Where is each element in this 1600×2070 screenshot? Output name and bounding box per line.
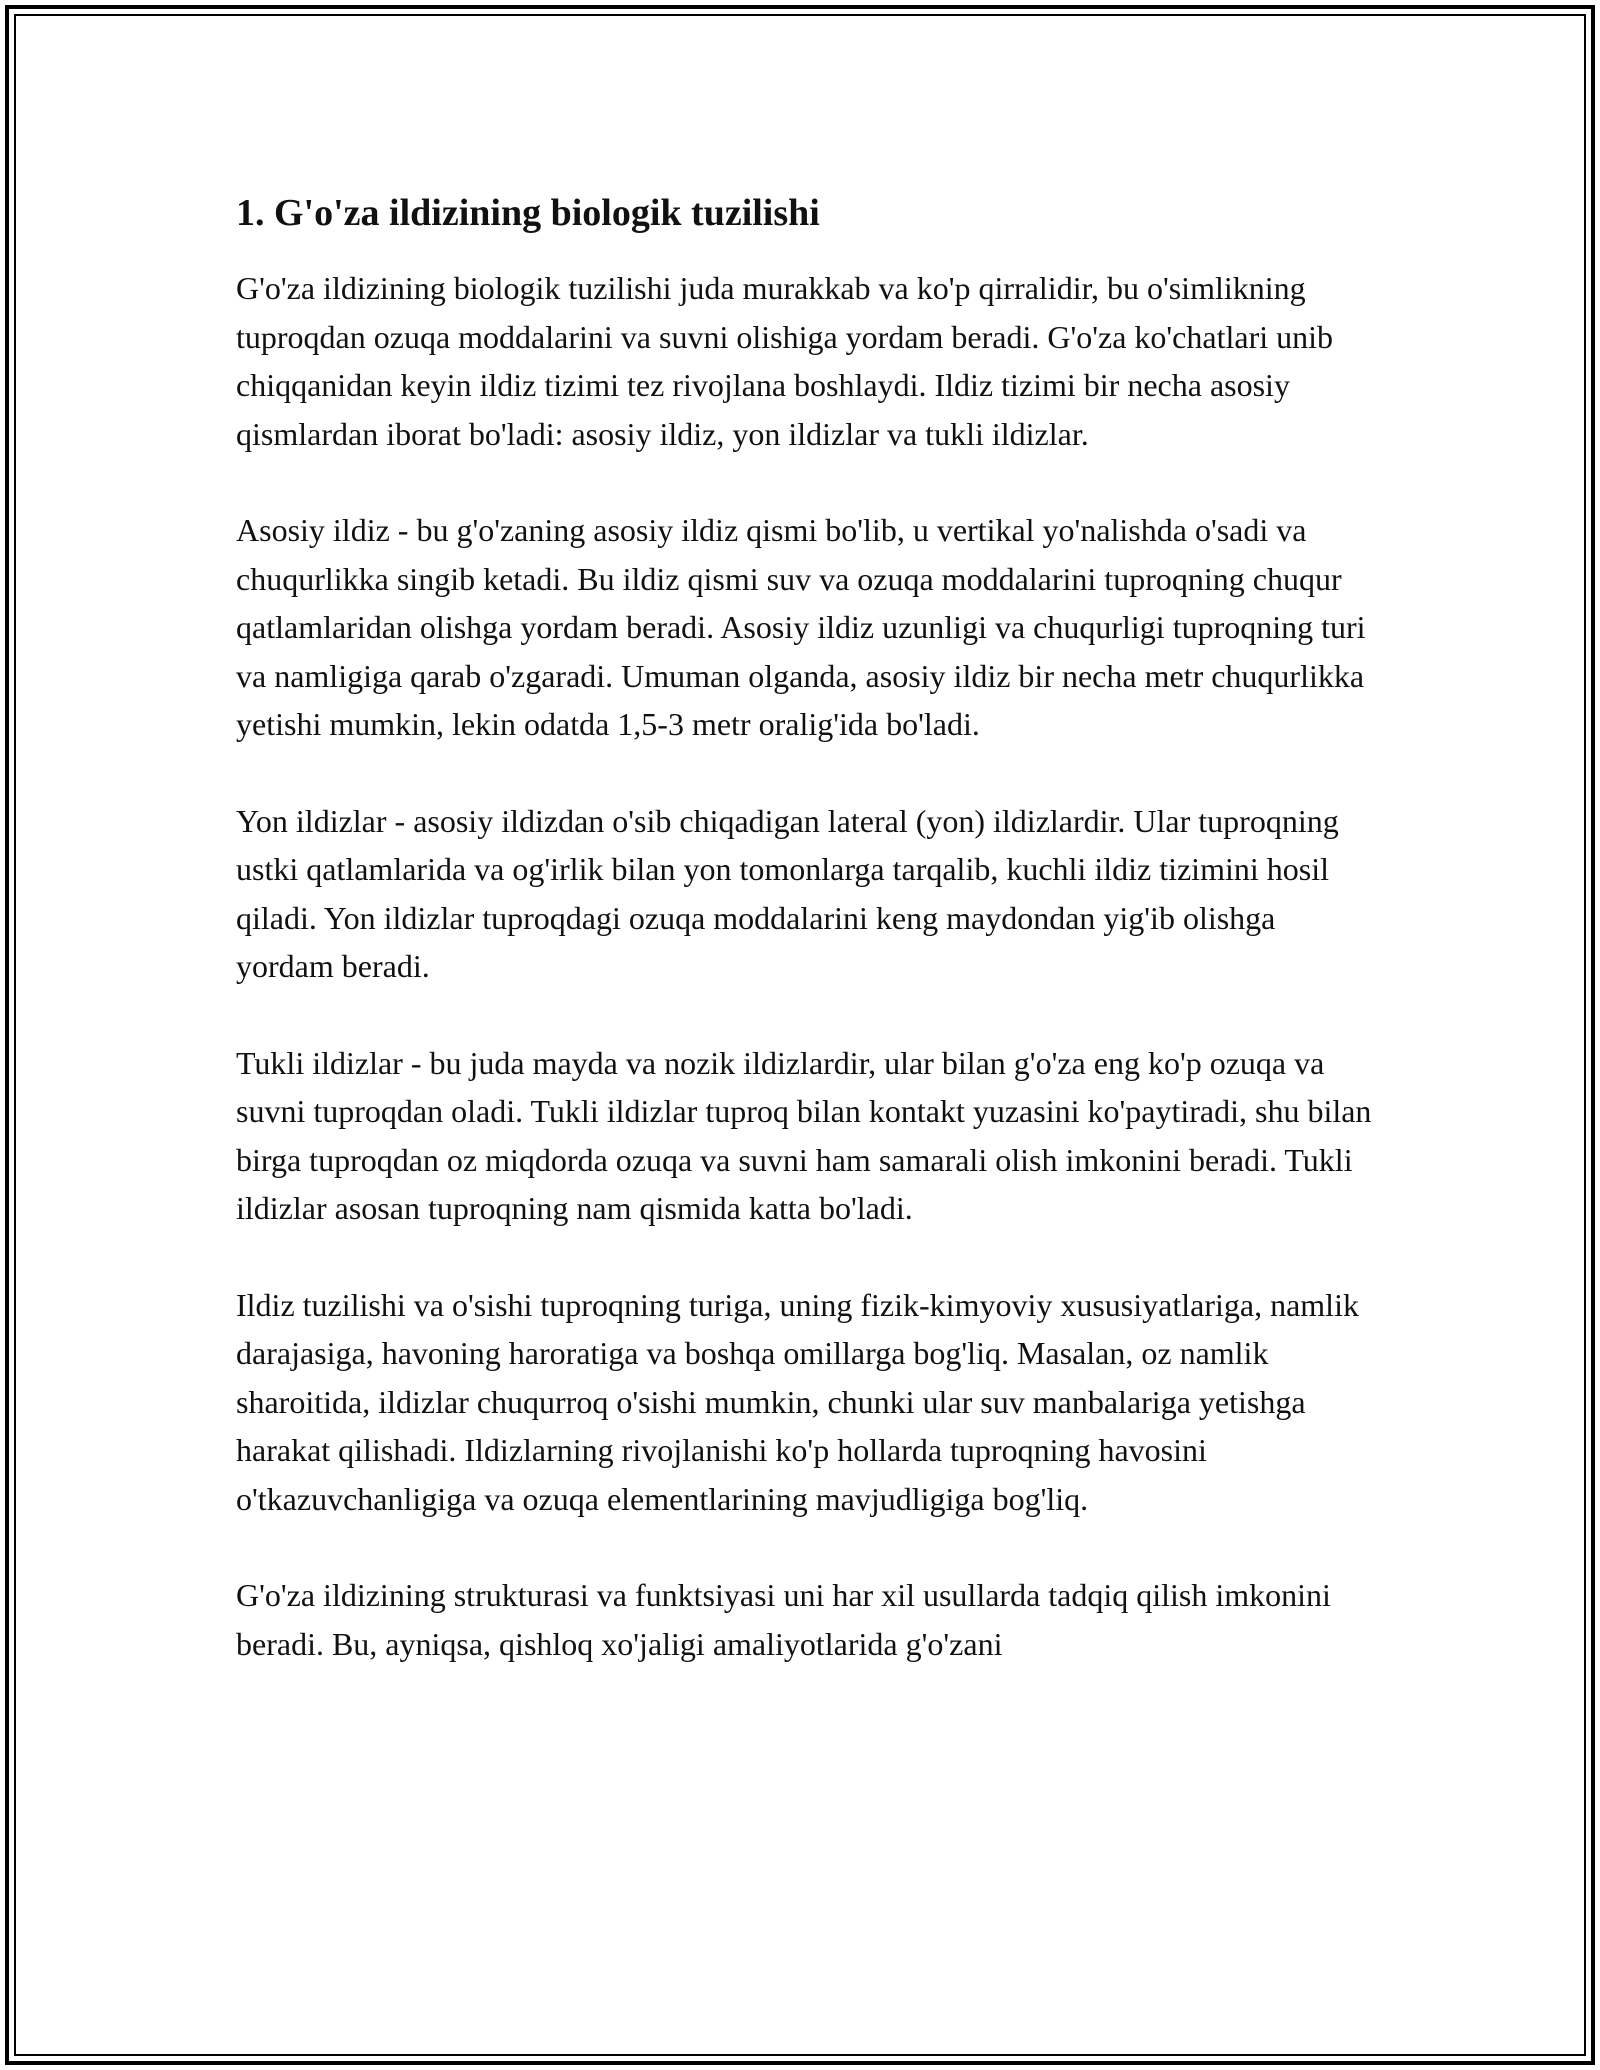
- paragraph-intro: G'o'za ildizining biologik tuzilishi juda murakkab va ko'p qirralidir, bu o'simlikning tuproqdan ozuqa moddalarini va suvni olishiga yordam beradi. G'o'za ko'chatlari unib chiqqanidan keyin ildiz tizimi tez rivojlana boshlaydi. Ildiz tizimi bir necha asosiy qismlardan iborat bo'ladi: asosiy ildiz, yon ildizlar va tukli ildizlar.: [236, 270, 1333, 452]
- section-heading: 1. G'o'za ildizining biologik tuzilishi: [236, 192, 820, 234]
- document-body: [236, 188, 1376, 1716]
- paragraph-research: G'o'za ildizining strukturasi va funktsiyasi uni har xil usullarda tadqiq qilish imkonini beradi. Bu, ayniqsa, qishloq xo'jaligi amaliyotlarida g'o'zani: [236, 1577, 1331, 1662]
- paragraph-main-root: Asosiy ildiz - bu g'o'zaning asosiy ildiz qismi bo'lib, u vertikal yo'nalishda o'sadi va chuqurlikka singib ketadi. Bu ildiz qismi suv va ozuqa moddalarini tuproqning chuqur qatlamlaridan olishga yordam beradi. Asosiy ildiz uzunligi va chuqurligi tuproqning turi va namligiga qarab o'zgaradi. Umuman olganda, asosiy ildiz bir necha metr chuqurlikka yetishi mumkin, lekin odatda 1,5-3 metr oralig'ida bo'ladi.: [236, 512, 1366, 742]
- paragraph-growth-factors: Ildiz tuzilishi va o'sishi tuproqning turiga, uning fizik-kimyoviy xususiyatlariga, namlik darajasiga, havoning haroratiga va boshqa omillarga bog'liq. Masalan, oz namlik sharoitida, ildizlar chuqurroq o'sishi mumkin, chunki ular suv manbalariga yetishga harakat qilishadi. Ildizlarning rivojlanishi ko'p hollarda tuproqning havosini o'tkazuvchanligiga va ozuqa elementlarining mavjudligiga bog'liq.: [236, 1286, 1359, 1517]
- paragraph-root-hairs: Tukli ildizlar - bu juda mayda va nozik ildizlardir, ular bilan g'o'za eng ko'p ozuqa va suvni tuproqdan oladi. Tukli ildizlar tuproq bilan kontakt yuzasini ko'paytiradi, shu bilan birga tuproqdan oz miqdorda ozuqa va suvni ham samarali olish imkonini beradi. Tukli ildizlar asosan tuproqning nam qismida katta bo'ladi.: [236, 1044, 1372, 1226]
- paragraph-lateral-roots: Yon ildizlar - asosiy ildizdan o'sib chiqadigan lateral (yon) ildizlardir. Ular tuproqning ustki qatlamlarida va og'irlik bilan yon tomonlarga tarqalib, kuchli ildiz tizimini hosil qiladi. Yon ildizlar tuproqdagi ozuqa moddalarini keng maydondan yig'ib olishga yordam beradi.: [236, 802, 1339, 984]
